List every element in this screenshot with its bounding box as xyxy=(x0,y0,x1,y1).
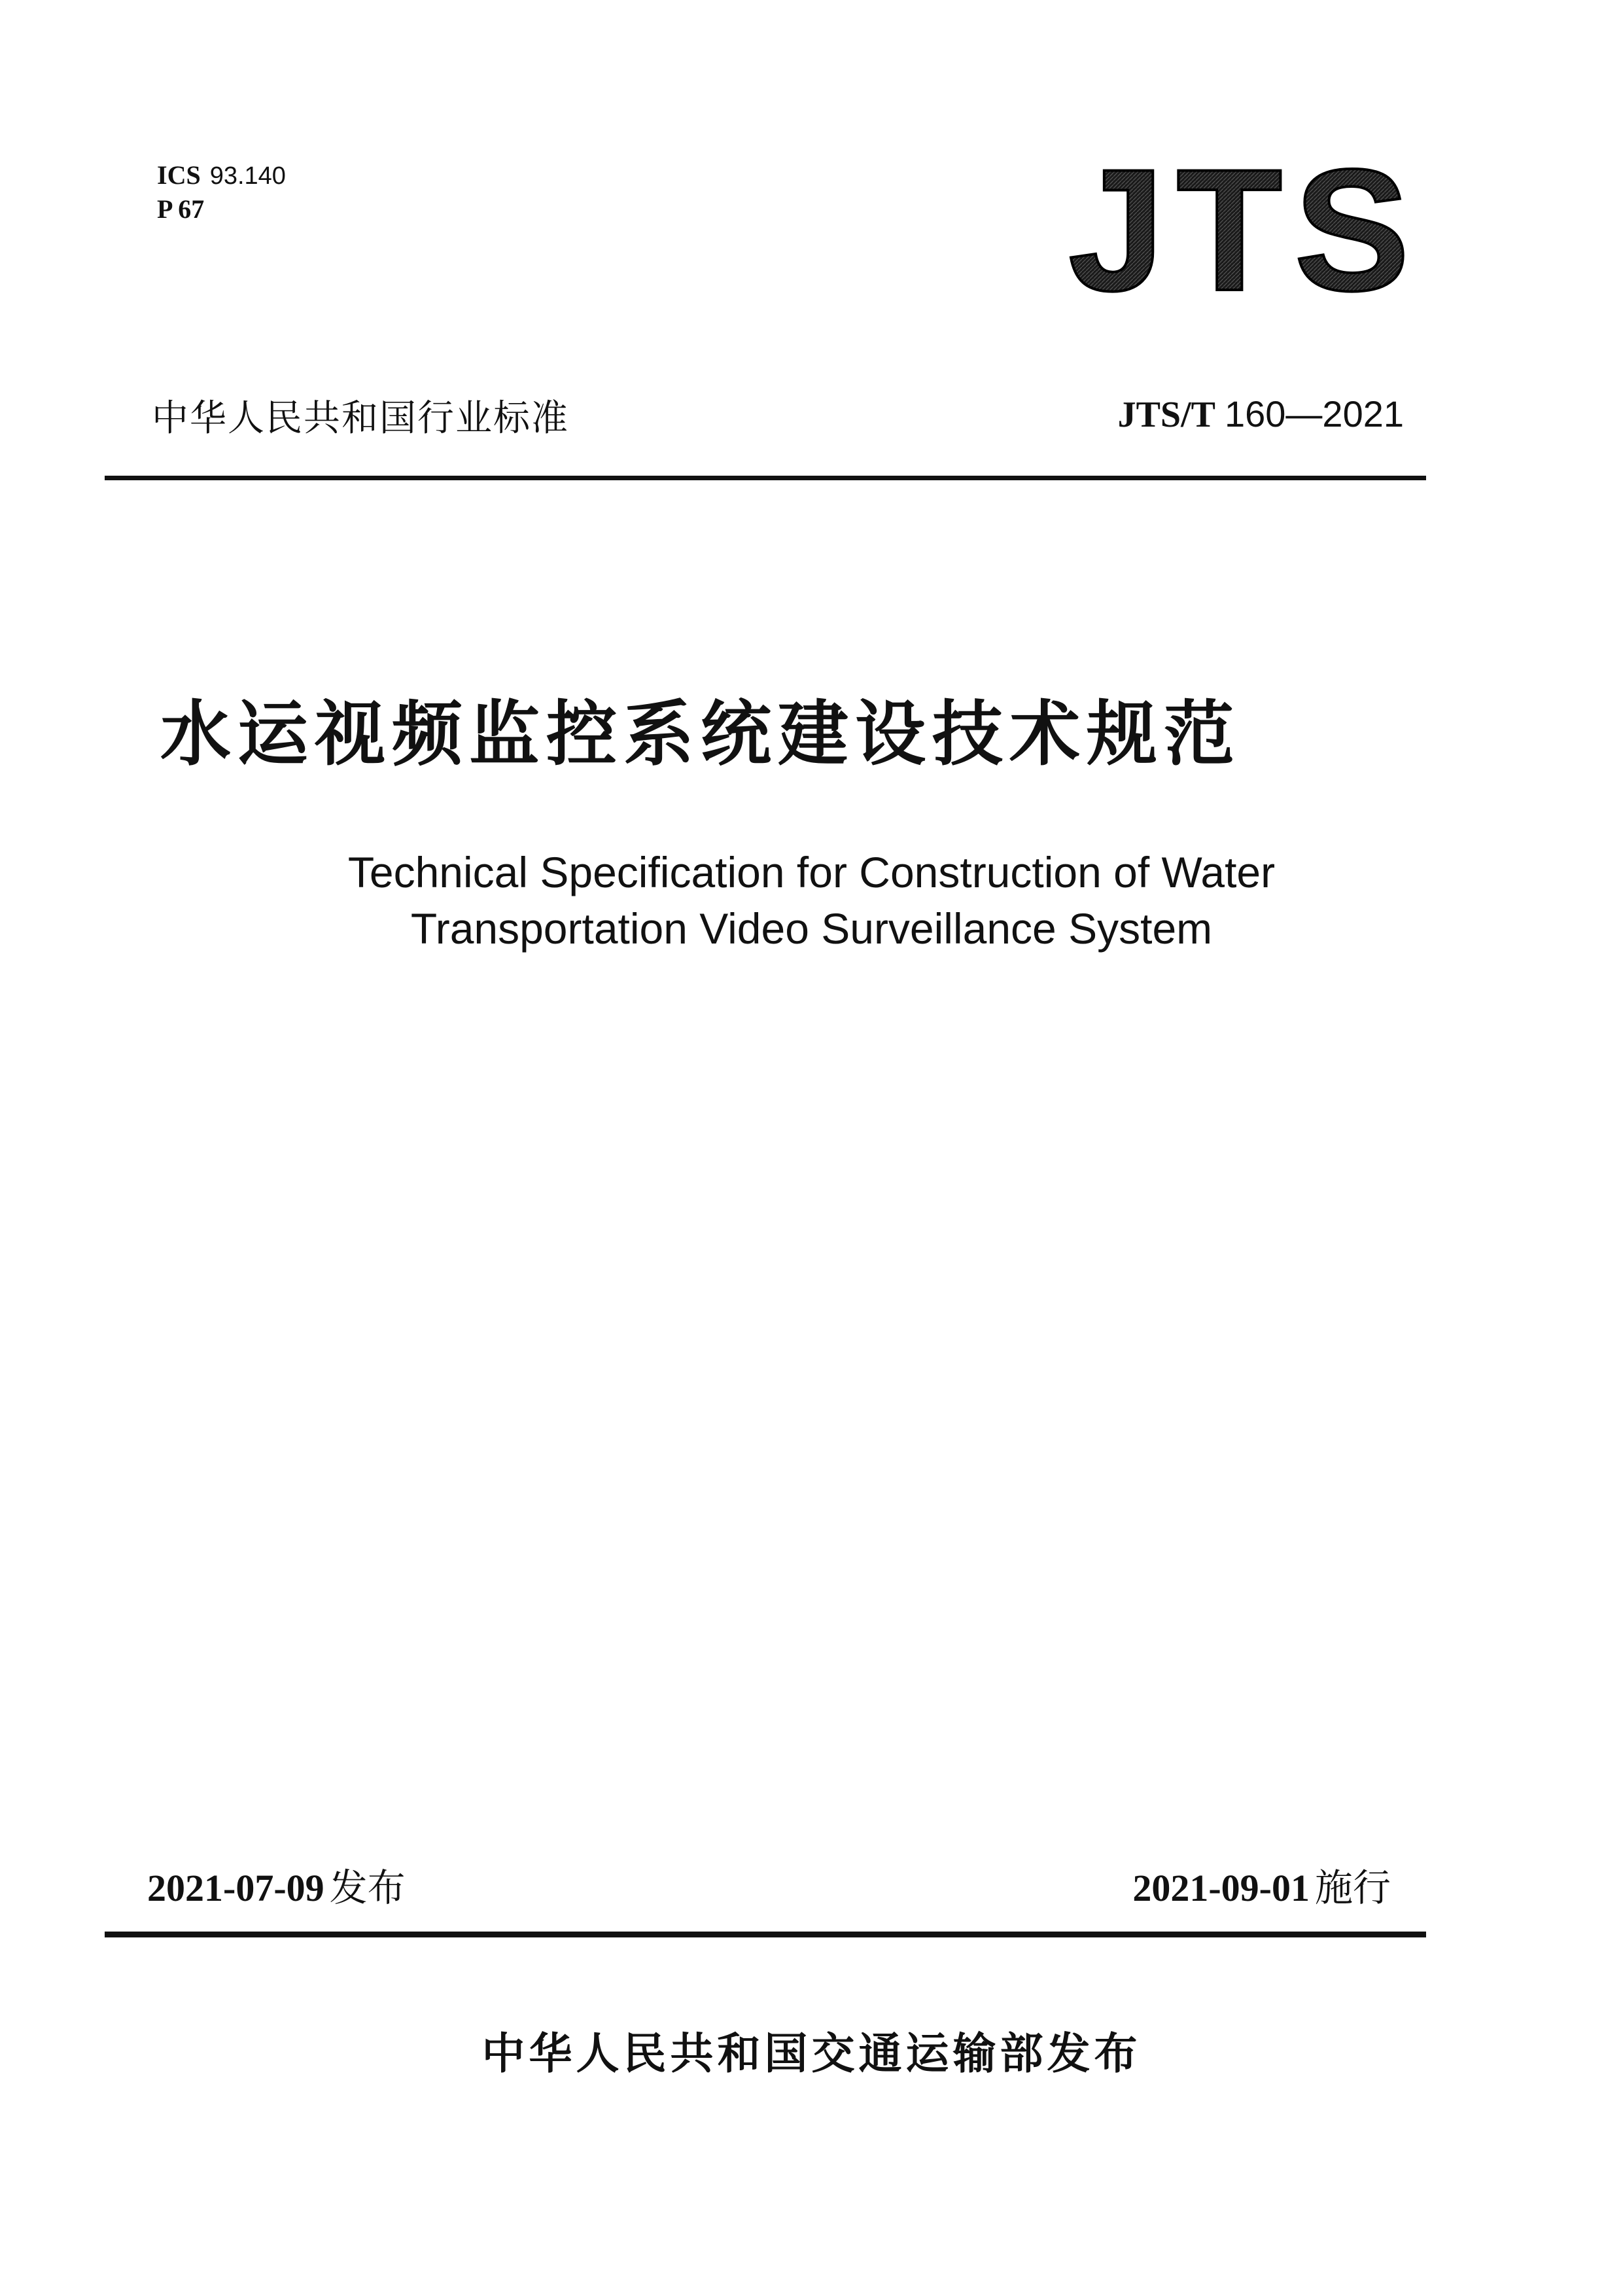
logo-text: JTS xyxy=(1068,149,1422,306)
release-date-suffix: 发布 xyxy=(329,1865,406,1910)
standard-category: 中华人民共和国行业标准 xyxy=(152,397,569,440)
ccs-code xyxy=(157,193,213,226)
title-english xyxy=(0,844,1623,957)
ccs-value: P 67 xyxy=(157,194,205,224)
title-chinese: 水运视频监控系统建设技术规范 xyxy=(160,693,1242,775)
effective-date-suffix: 施行 xyxy=(1314,1865,1391,1910)
title-english-line2: Transportation Video Surveillance System xyxy=(410,904,1213,953)
publisher: 中华人民共和国交通运输部发布 xyxy=(481,2028,1142,2079)
top-divider xyxy=(105,476,1426,480)
release-date xyxy=(147,1857,406,1912)
title-english-line1: Technical Specification for Construction of Water xyxy=(347,848,1276,896)
release-date-value: 2021-07-09 xyxy=(147,1867,324,1909)
jts-logo xyxy=(1058,149,1431,306)
bottom-divider xyxy=(105,1932,1426,1937)
standard-code xyxy=(1118,393,1404,436)
ics-value: 93.140 xyxy=(209,162,286,190)
ics-code xyxy=(157,159,286,192)
standard-code-number: 160—2021 xyxy=(1224,393,1404,434)
standard-code-prefix: JTS/T xyxy=(1117,395,1215,435)
ics-label: ICS xyxy=(157,160,201,190)
effective-date-value: 2021-09-01 xyxy=(1132,1867,1310,1909)
effective-date xyxy=(1132,1857,1391,1912)
